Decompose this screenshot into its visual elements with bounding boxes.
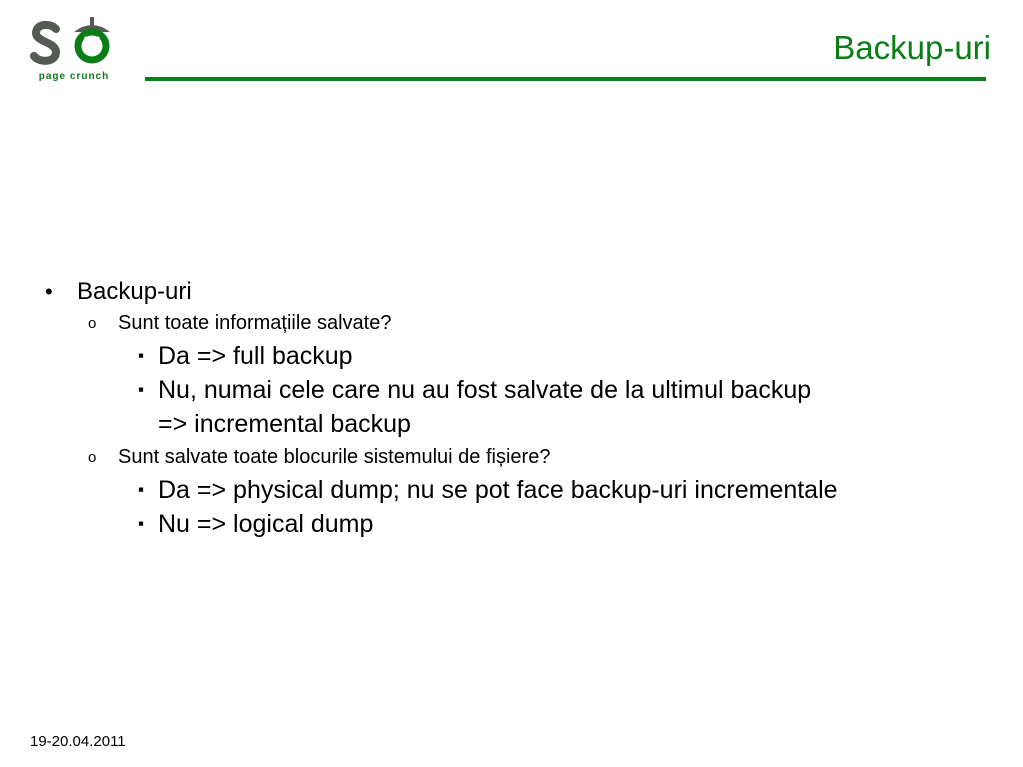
subbullet-info-saved [40, 307, 1010, 339]
subsubbullet-full-backup [40, 339, 1010, 373]
slide-content [40, 277, 1010, 541]
subsubbullet-text: Da => full backup [158, 342, 353, 370]
subsubbullet-incremental [40, 373, 1010, 407]
title-divider [145, 77, 986, 81]
circle-bullet-icon: o [88, 315, 97, 332]
square-bullet-icon: ▪ [138, 480, 145, 499]
subbullet-text: Sunt salvate toate blocurile sistemului de fișiere? [118, 446, 551, 468]
square-bullet-icon: ▪ [138, 380, 145, 399]
so-page-crunch-logo [30, 12, 120, 86]
bullet-backup-uri [40, 277, 1010, 307]
square-bullet-icon: ▪ [138, 514, 145, 533]
bullet-text: Backup-uri [77, 278, 192, 305]
bullet-dot-icon: • [45, 279, 53, 304]
square-bullet-icon: ▪ [138, 346, 145, 365]
logo-text: page crunch [38, 71, 110, 82]
footer-date: 19-20.04.2011 [30, 733, 126, 750]
circle-bullet-icon: o [88, 449, 97, 466]
subsubbullet-physical-dump [40, 473, 1010, 507]
subsubbullet-logical-dump [40, 507, 1010, 541]
subsubbullet-incremental-continuation: => incremental backup [158, 410, 411, 438]
subsubbullet-text: Da => physical dump; nu se pot face backup-uri incrementale [158, 476, 838, 504]
subbullet-blocks-saved [40, 441, 1010, 473]
subsubbullet-text: Nu => logical dump [158, 510, 374, 538]
slide-title: Backup-uri [833, 29, 991, 66]
subbullet-text: Sunt toate informațiile salvate? [118, 312, 392, 334]
subsubbullet-text: Nu, numai cele care nu au fost salvate de la ultimul backup [158, 376, 812, 404]
